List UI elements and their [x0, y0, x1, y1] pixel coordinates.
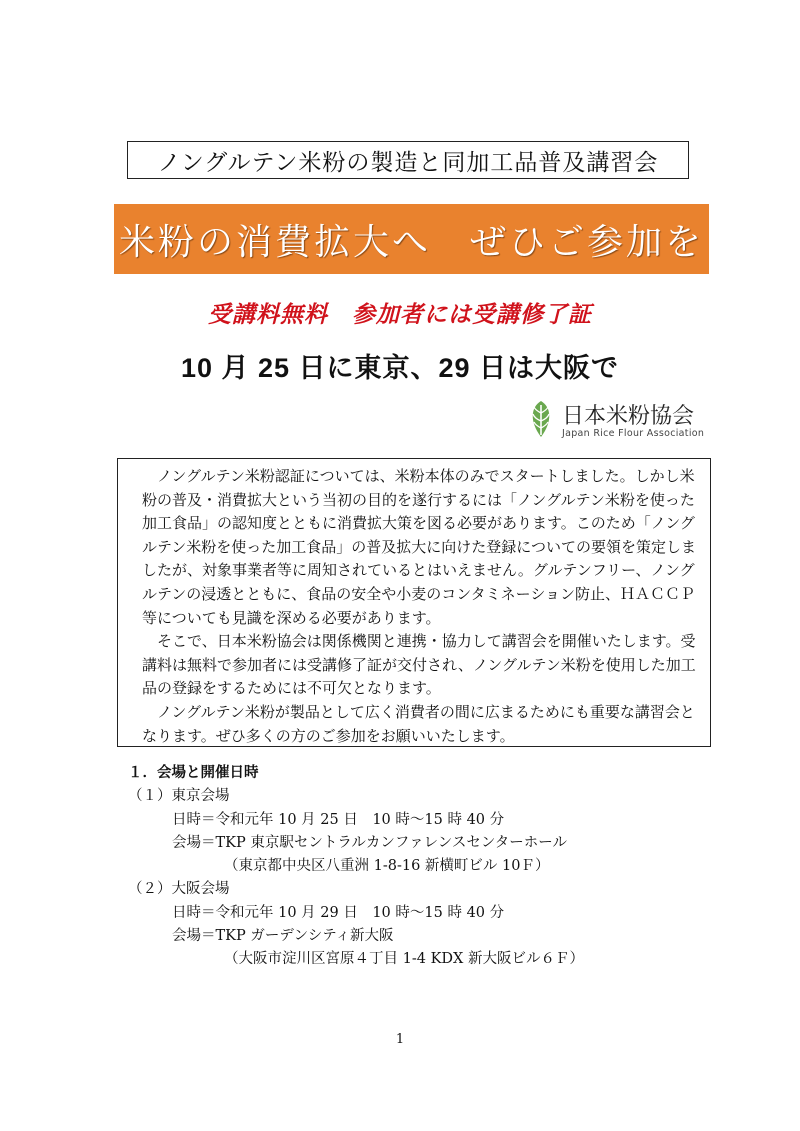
- rice-flour-leaf-icon: [526, 399, 556, 439]
- intro-paragraph: そこで、日本米粉協会は関係機関と連携・協力して講習会を開催いたします。受講料は無料で参加者には受講修了証が交付され、ノングルテン米粉を使用した加工品の登録をするためには不可欠となります。: [142, 632, 696, 698]
- intro-paragraph: ノングルテン米粉が製品として広く消費者の間に広まるためにも重要な講習会となります。ぜひ多くの方のご参加をお願いいたします。: [142, 702, 695, 745]
- page-number: 1: [395, 1032, 405, 1047]
- promo-banner: [114, 204, 709, 274]
- venue-section: [128, 762, 728, 972]
- association-logo: [526, 399, 726, 445]
- osaka-place: 会場＝TKP ガーデンシティ新大阪: [172, 928, 394, 945]
- date-headline: 10 月 25 日に東京、29 日は大阪で: [180, 353, 620, 383]
- tokyo-address: （東京都中央区八重洲 1-8-16 新横町ビル 10Ｆ）: [224, 858, 550, 875]
- osaka-venue-label: （２）大阪会場: [128, 881, 230, 898]
- osaka-datetime: 日時＝令和元年 10 月 29 日 10 時～15 時 40 分: [172, 904, 505, 921]
- tokyo-datetime: 日時＝令和元年 10 月 25 日 10 時～15 時 40 分: [172, 811, 505, 828]
- seminar-title-text: ノングルテン米粉の製造と同加工品普及講習会: [157, 149, 659, 176]
- osaka-address: （大阪市淀川区宮原４丁目 1-4 KDX 新大阪ビル６Ｆ）: [224, 951, 584, 968]
- venue-heading: １．会場と開催日時: [128, 765, 259, 781]
- seminar-title: [127, 141, 689, 179]
- fee-subtitle: 受講料無料 参加者には受講修了証: [208, 302, 592, 328]
- tokyo-venue-label: （１）東京会場: [128, 788, 230, 805]
- intro-paragraph: ノングルテン米粉認証については、米粉本体のみでスタートしました。しかし米粉の普及・消費拡大という当初の目的を遂行するには「ノングルテン米粉を使った加工食品」の認知度とともに消費拡大策を図る必要があります。このため「ノングルテン米粉を使った加工食品」の普及拡大に向けた登録についての要領を策定しましたが、対象事業者等に周知されているとはいえません。グルテンフリー、ノングルテンの浸透とともに、食品の安全や小麦のコンタミネーション防止、ＨＡＣＣＰ等についても見識を深める必要があります。: [142, 467, 696, 627]
- logo-name-en: Japan Rice Flour Association: [562, 428, 705, 439]
- intro-box: [117, 458, 711, 747]
- promo-banner-text: 米粉の消費拡大へ ぜひご参加を: [118, 221, 704, 263]
- logo-name-jp: 日本米粉協会: [562, 404, 695, 429]
- tokyo-place: 会場＝TKP 東京駅セントラルカンファレンスセンターホール: [172, 834, 567, 851]
